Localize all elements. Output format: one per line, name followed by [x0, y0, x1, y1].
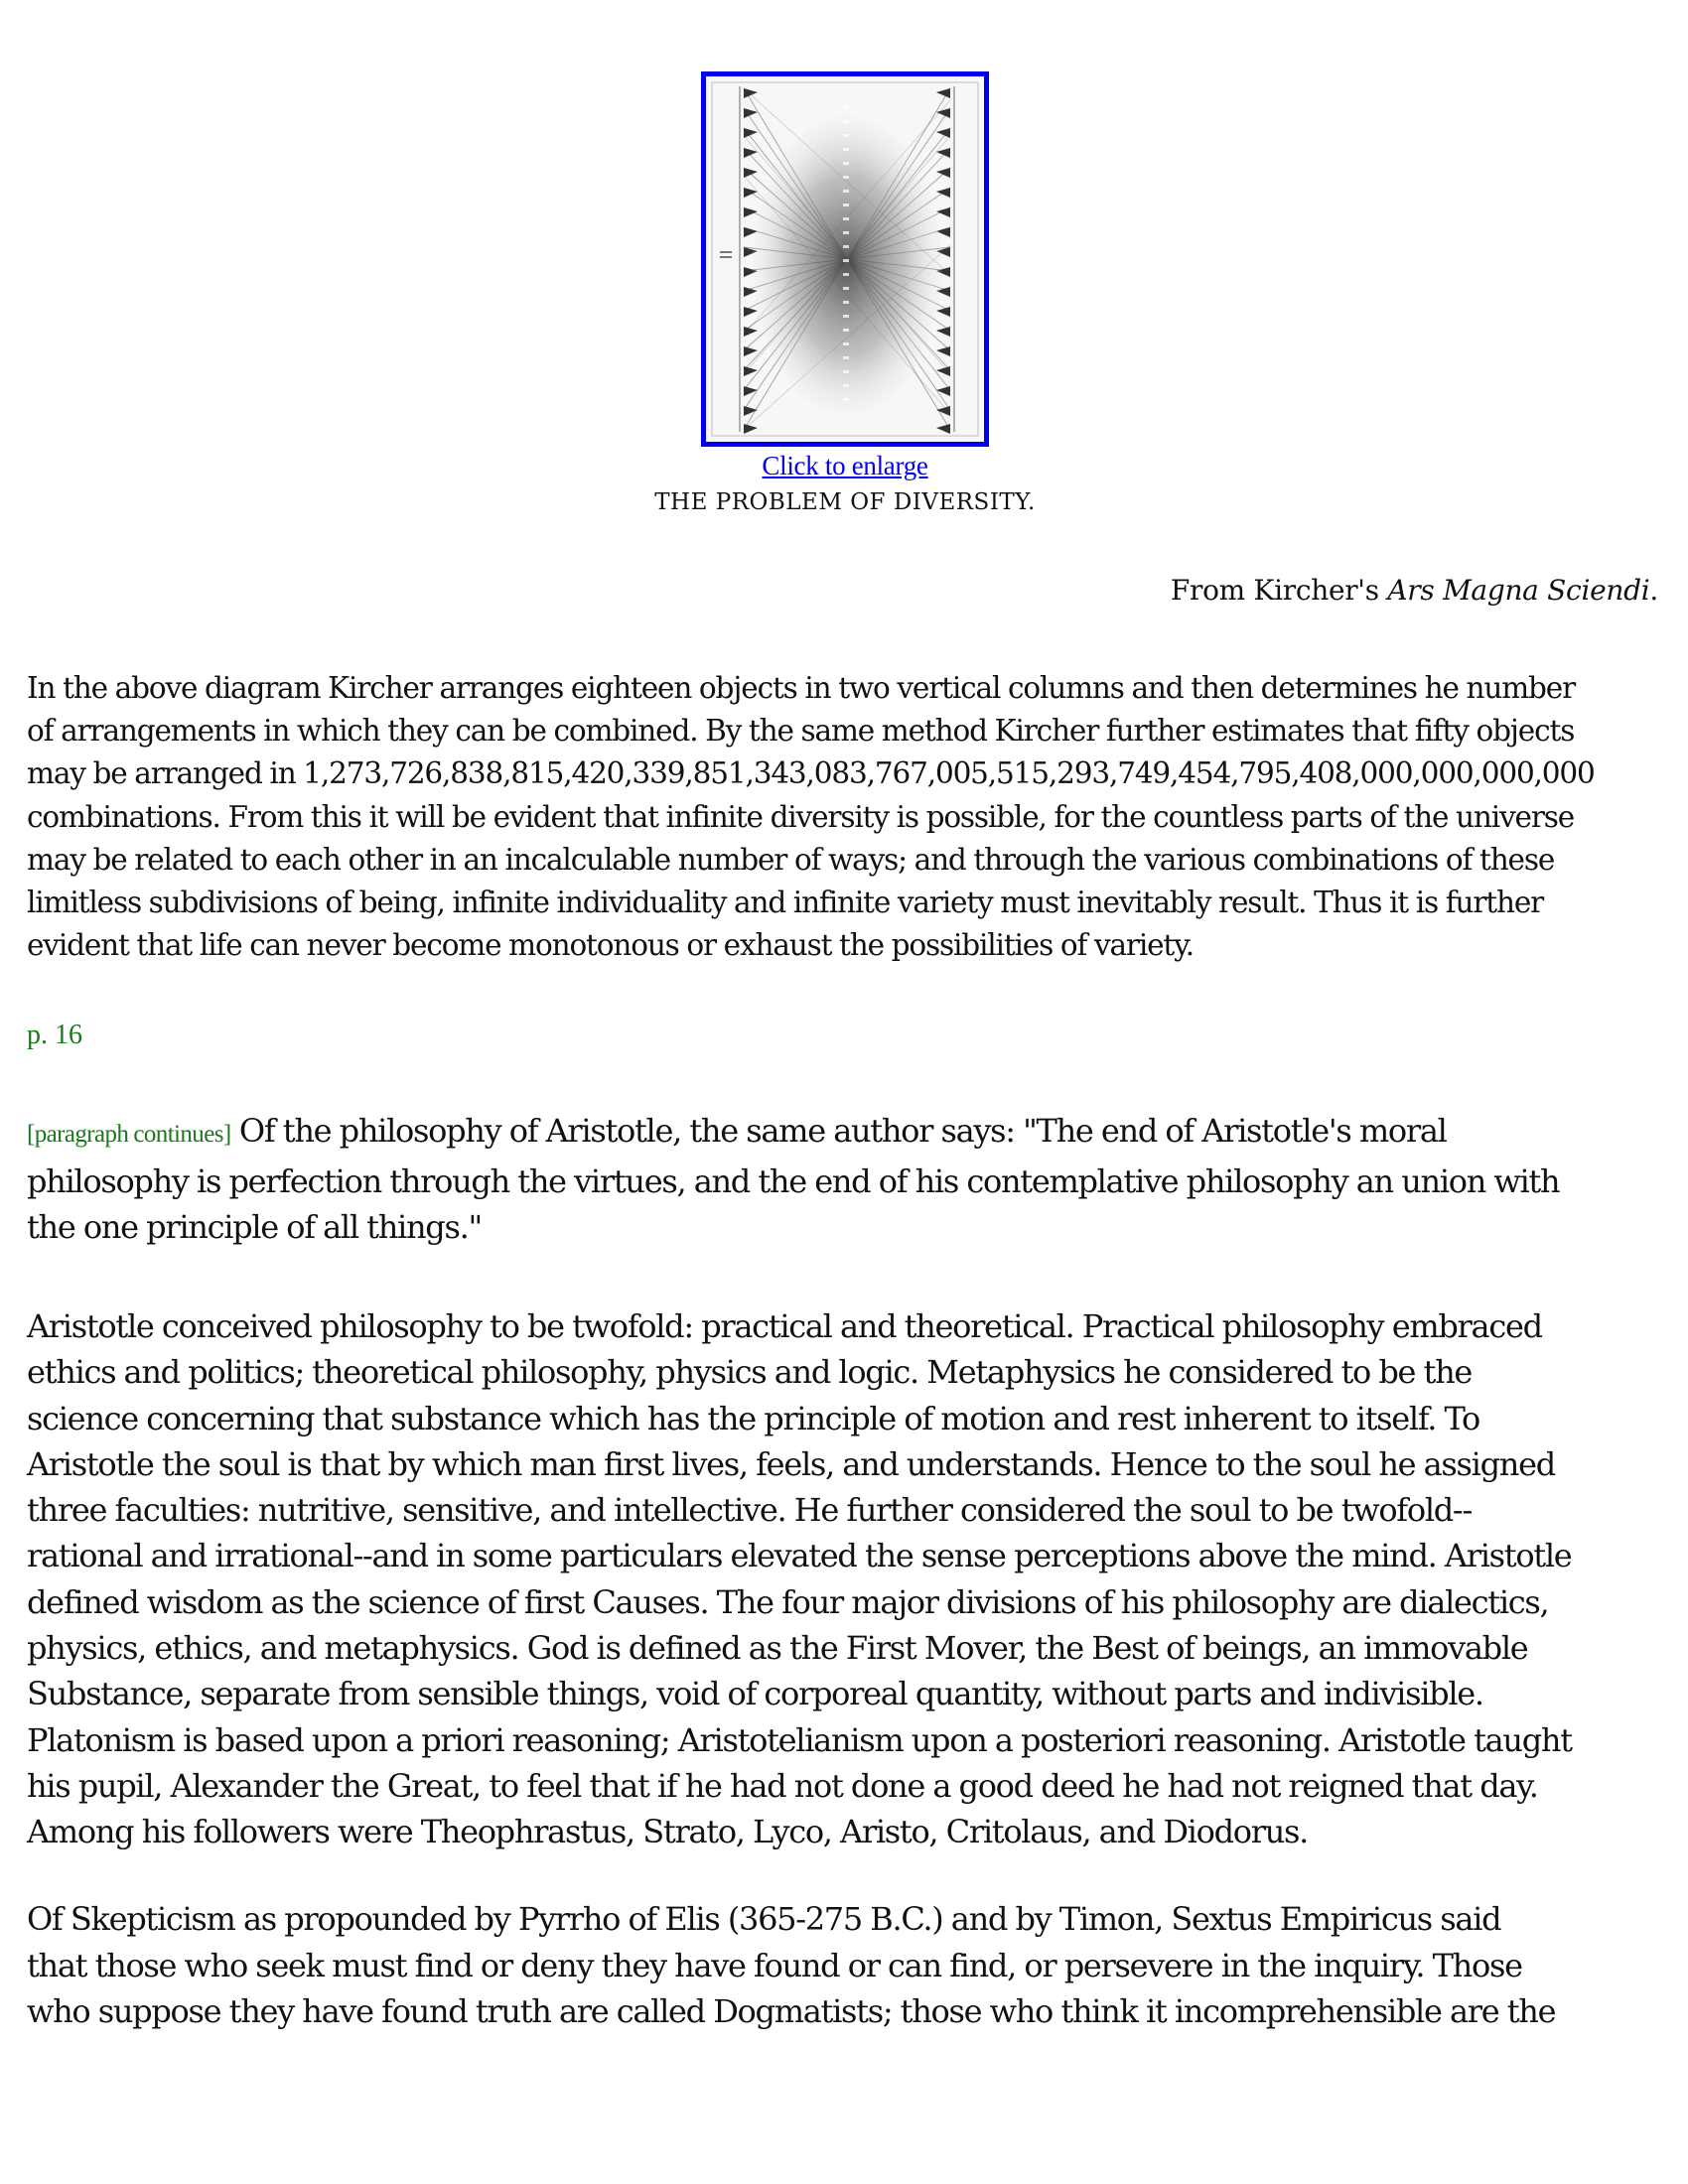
text-line: three faculties: nutritive, sensitive, and intellective. He further considered the soul to be twofold--	[27, 1491, 1472, 1530]
text-line	[27, 1108, 1665, 1159]
text-line: who suppose they have found truth are called Dogmatists; those who think it incomprehensible are the	[27, 1992, 1556, 2030]
paragraph-aristotle-quote	[27, 1108, 1665, 1251]
text-line: combinations. From this it will be evident that infinite diversity is possible, for the countless parts of the universe	[27, 799, 1575, 834]
kircher-diagram-icon	[706, 76, 984, 442]
figure-attribution	[1171, 573, 1658, 609]
paragraph-continues-marker: [paragraph continues]	[27, 1121, 231, 1148]
paragraph-skepticism	[27, 1896, 1665, 2035]
text-line: In the above diagram Kircher arranges eighteen objects in two vertical columns and then determines he number	[27, 671, 1576, 705]
text-line: may be arranged in 1,273,726,838,815,420,339,851,343,083,767,005,515,293,749,454,795,408,000,000,000,000	[27, 756, 1595, 791]
text-line: Aristotle conceived philosophy to be twofold: practical and theoretical. Practical philosophy embraced	[27, 1307, 1542, 1345]
text-line: of arrangements in which they can be combined. By the same method Kircher further estimates that fifty objects	[27, 714, 1575, 749]
text-segment: Of the philosophy of Aristotle, the same author says: "The end of Aristotle's moral	[230, 1112, 1447, 1150]
text-line: limitless subdivisions of being, infinite individuality and infinite variety must inevitably result. Thus it is further	[27, 886, 1544, 920]
text-line: Among his followers were Theophrastus, Strato, Lyco, Aristo, Critolaus, and Diodorus.	[27, 1813, 1309, 1851]
attribution-suffix: .	[1649, 574, 1658, 607]
text-line: Of Skepticism as propounded by Pyrrho of Elis (365-275 B.C.) and by Timon, Sextus Empiricus said	[27, 1900, 1501, 1938]
text-line: science concerning that substance which has the principle of motion and rest inherent to itself. To	[27, 1399, 1480, 1437]
text-line: physics, ethics, and metaphysics. God is defined as the First Mover, the Best of beings, an immovable	[27, 1629, 1528, 1668]
paragraph-kircher-diversity	[27, 667, 1665, 967]
text-line: Substance, separate from sensible things, void of corporeal quantity, without parts and indivisible.	[27, 1675, 1483, 1713]
attribution-prefix: From Kircher's	[1170, 574, 1388, 607]
paragraph-aristotle-philosophy	[27, 1303, 1665, 1855]
text-line: Platonism is based upon a priori reasoning; Aristotelianism upon a posteriori reasoning. Aristotle taught	[27, 1720, 1572, 1759]
text-line: philosophy is perfection through the virtues, and the end of his contemplative philosophy an union with	[27, 1161, 1560, 1200]
figure-image-link[interactable]	[701, 71, 989, 482]
text-line: defined wisdom as the science of first Causes. The four major divisions of his philosophy are dialectics,	[27, 1582, 1549, 1621]
click-to-enlarge-link[interactable]: Click to enlarge	[762, 451, 928, 480]
attribution-source-title: Ars Magna Sciendi	[1387, 574, 1650, 607]
text-line: evident that life can never become monotonous or exhaust the possibilities of variety.	[27, 928, 1194, 963]
text-line: Aristotle the soul is that by which man first lives, feels, and understands. Hence to the soul he assigned	[27, 1444, 1555, 1483]
figure-caption: THE PROBLEM OF DIVERSITY.	[654, 489, 1036, 515]
text-line: rational and irrational--and in some particulars elevated the sense perceptions above the mind. Aristotle	[27, 1537, 1572, 1575]
figure	[27, 71, 1663, 518]
text-line: his pupil, Alexander the Great, to feel that if he had not done a good deed he had not reigned that day.	[27, 1766, 1538, 1805]
figure-image[interactable]	[701, 71, 989, 447]
text-line: that those who seek must find or deny they have found or can find, or persevere in the inquiry. Those	[27, 1946, 1522, 1984]
page-number-marker: p. 16	[27, 1020, 82, 1050]
text-line: the one principle of all things."	[27, 1208, 482, 1246]
text-line: may be related to each other in an incalculable number of ways; and through the various combinations of these	[27, 842, 1555, 877]
text-line: ethics and politics; theoretical philosophy, physics and logic. Metaphysics he considered to be the	[27, 1353, 1473, 1392]
